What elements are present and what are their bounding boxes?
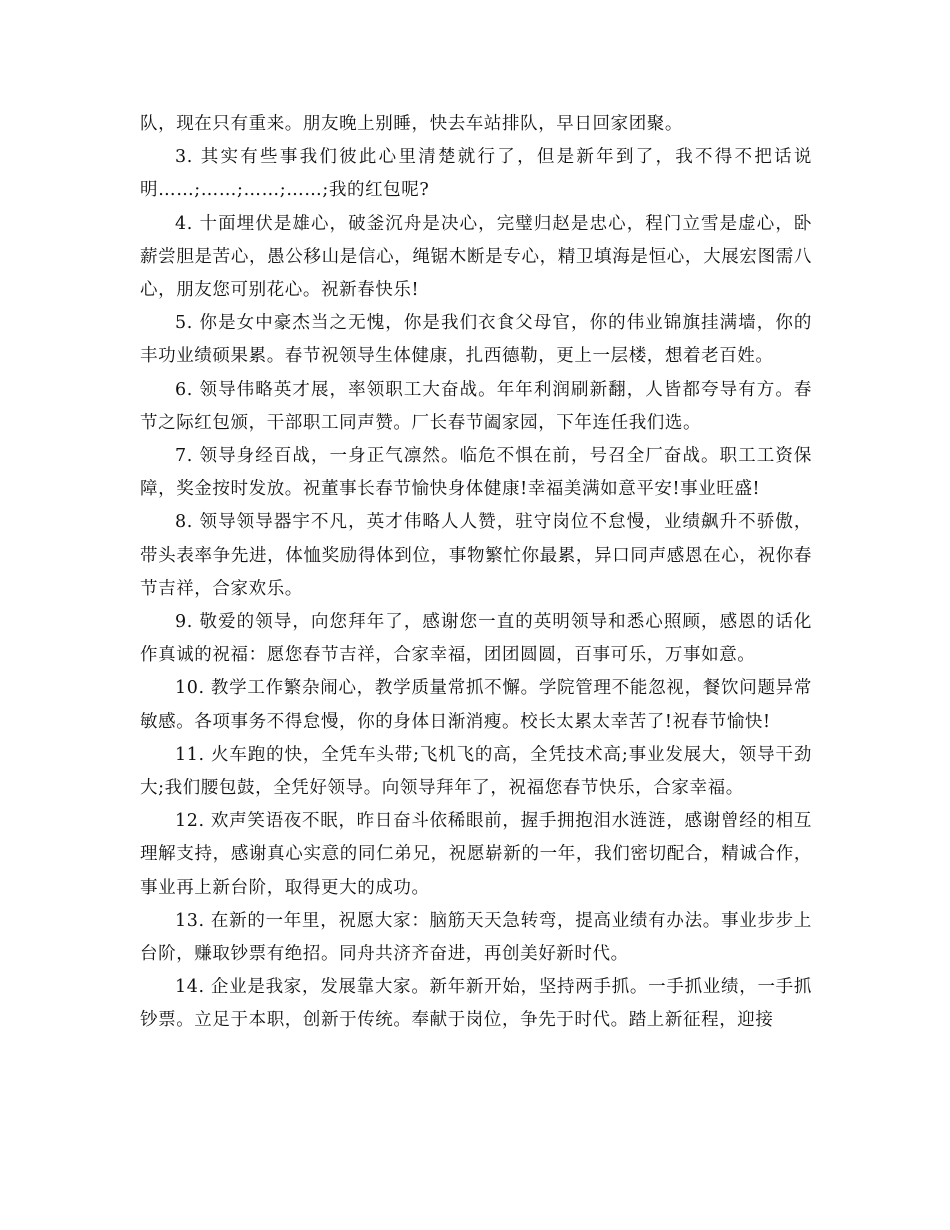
paragraph-9: 9. 敬爱的领导，向您拜年了，感谢您一直的英明领导和悉心照顾，感恩的话化作真诚的祝福：愿您春节吉祥，合家幸福，团团圆圆，百事可乐，万事如意。 [140, 612, 812, 666]
paragraph-8: 8. 领导领导器宇不凡，英才伟略人人赞，驻守岗位不怠慢，业绩飙升不骄傲，带头表率争先进，体恤奖励得体到位，事物繁忙你最累，异口同声感恩在心，祝你春节吉祥，合家欢乐。 [140, 512, 812, 599]
paragraph-13: 13. 在新的一年里，祝愿大家：脑筋天天急转弯，提高业绩有办法。事业步步上台阶，赚取钞票有绝招。同舟共济齐奋进，再创美好新时代。 [140, 910, 812, 965]
document-body [140, 108, 812, 1038]
paragraph-5: 5. 你是女中豪杰当之无愧，你是我们衣食父母官，你的伟业锦旗挂满墙，你的丰功业绩硕果累。春节祝领导生体健康，扎西德勒，更上一层楼，想着老百姓。 [140, 313, 812, 367]
paragraph-10: 10. 教学工作繁杂闹心，教学质量常抓不懈。学院管理不能忽视，餐饮问题异常敏感。各项事务不得怠慢，你的身体日渐消瘦。校长太累太幸苦了!祝春节愉快! [140, 678, 812, 732]
paragraph-11: 11. 火车跑的快，全凭车头带;飞机飞的高，全凭技术高;事业发展大，领导干劲大;我们腰包鼓，全凭好领导。向领导拜年了，祝福您春节快乐，合家幸福。 [140, 744, 812, 799]
paragraph-3: 3. 其实有些事我们彼此心里清楚就行了，但是新年到了，我不得不把话说明……;……;……;……;我的红包呢? [140, 147, 812, 201]
paragraph-12: 12. 欢声笑语夜不眠，昨日奋斗依稀眼前，握手拥抱泪水涟涟，感谢曾经的相互理解支持，感谢真心实意的同仁弟兄，祝愿崭新的一年，我们密切配合，精诚合作，事业再上新台阶，取得更大的成功。 [140, 811, 812, 898]
paragraph-7: 7. 领导身经百战，一身正气凛然。临危不惧在前，号召全厂奋战。职工工资保障，奖金按时发放。祝董事长春节愉快身体健康!幸福美满如意平安!事业旺盛! [140, 446, 812, 500]
paragraph-6: 6. 领导伟略英才展，率领职工大奋战。年年利润刷新翻，人皆都夸导有方。春节之际红包颁，干部职工同声赞。厂长春节阖家园，下年连任我们选。 [140, 379, 812, 433]
paragraph-14: 14. 企业是我家，发展靠大家。新年新开始，坚持两手抓。一手抓业绩，一手抓钞票。立足于本职，创新于传统。奉献于岗位，争先于时代。踏上新征程，迎接 [140, 977, 812, 1031]
paragraph-4: 4. 十面埋伏是雄心，破釜沉舟是决心，完璧归赵是忠心，程门立雪是虚心，卧薪尝胆是苦心，愚公移山是信心，绳锯木断是专心，精卫填海是恒心，大展宏图需八心，朋友您可别花心。祝新春快乐! [140, 213, 812, 301]
paragraph-continued: 队，现在只有重来。朋友晚上别睡，快去车站排队，早日回家团聚。 [140, 114, 683, 134]
